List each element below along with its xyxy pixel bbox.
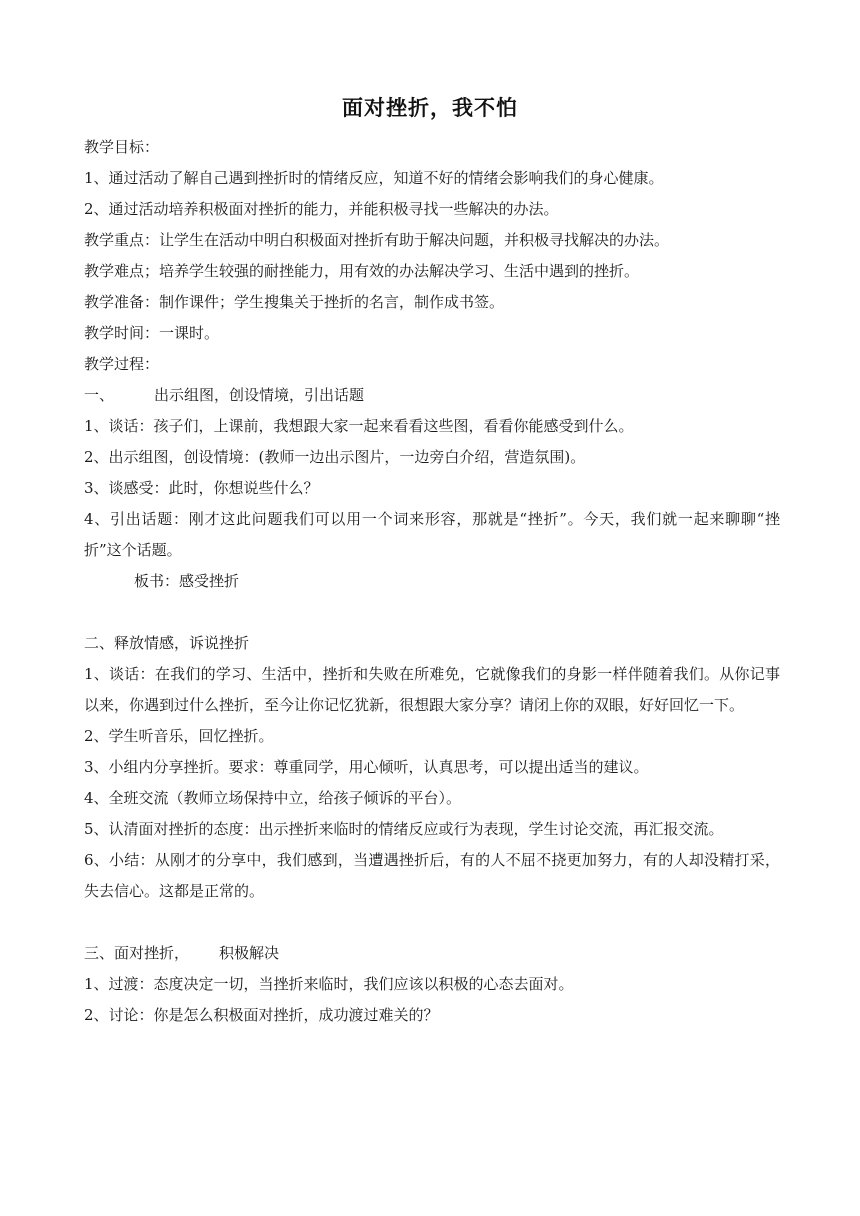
document-title: 面对挫折，我不怕 (342, 96, 518, 120)
spacer (84, 907, 780, 938)
section2-item: 5、认清面对挫折的态度：出示挫折来临时的情绪反应或行为表现，学生讨论交流，再汇报交流。 (84, 820, 724, 838)
process-heading: 教学过程： (84, 355, 160, 373)
section2-item: 2、学生听音乐，回忆挫折。 (84, 727, 274, 745)
section1-heading (84, 380, 780, 411)
section2-item: 1、谈话：在我们的学习、生活中，挫折和失败在所难免，它就像我们的身影一样伴随着我们。从你记事以来，你遇到过什么挫折，至今让你记忆犹新，很想跟大家分享？请闭上你的双眼，好好回忆一下。 (84, 665, 780, 714)
section3-title-b: 积极解决 (219, 944, 280, 962)
section1-title: 出示组图，创设情境，引出话题 (154, 386, 365, 404)
preparation: 教学准备：制作课件；学生搜集关于挫折的名言，制作成书签。 (84, 293, 505, 311)
objective-item: 1、通过活动了解自己遇到挫折时的情绪反应，知道不好的情绪会影响我们的身心健康。 (84, 169, 664, 187)
section1-item: 4、引出话题：刚才这此问题我们可以用一个词来形容，那就是“挫折”。今天，我们就一起来聊聊“挫折”这个话题。 (84, 510, 780, 559)
section2-item: 3、小组内分享挫折。要求：尊重同学，用心倾听，认真思考，可以提出适当的建议。 (84, 758, 649, 776)
section2-item: 4、全班交流（教师立场保持中立，给孩子倾诉的平台）。 (84, 789, 462, 807)
document-body (84, 132, 780, 1031)
section2-item: 6、小结：从刚才的分享中，我们感到，当遭遇挫折后，有的人不屈不挠更加努力，有的人却没精打采，失去信心。这都是正常的。 (84, 851, 780, 900)
spacer (84, 597, 780, 628)
difficulty: 教学难点；培养学生较强的耐挫能力，用有效的办法解决学习、生活中遇到的挫折。 (84, 262, 640, 280)
section1-item: 3、谈感受：此时，你想说些什么？ (84, 479, 319, 497)
objectives-heading: 教学目标： (84, 138, 160, 156)
section2-heading: 二、释放情感，诉说挫折 (84, 634, 250, 652)
section3-item: 2、讨论：你是怎么积极面对挫折，成功渡过难关的？ (84, 1006, 439, 1024)
objective-item: 2、通过活动培养积极面对挫折的能力，并能积极寻找一些解决的办法。 (84, 200, 559, 218)
section3-heading (84, 938, 780, 969)
teaching-time: 教学时间：一课时。 (84, 324, 220, 342)
key-point: 教学重点：让学生在活动中明白积极面对挫折有助于解决问题，并积极寻找解决的办法。 (84, 231, 670, 249)
section3-item: 1、过渡：态度决定一切，当挫折来临时，我们应该以积极的心态去面对。 (84, 975, 574, 993)
section3-title-a: 三、面对挫折， (84, 944, 190, 962)
section1-item: 1、谈话：孩子们，上课前，我想跟大家一起来看看这些图，看看你能感受到什么。 (84, 417, 634, 435)
section1-number: 一、 (84, 386, 115, 404)
section1-item: 2、出示组图，创设情境：(教师一边出示图片，一边旁白介绍，营造氛围)。 (84, 448, 586, 466)
board-note: 板书：感受挫折 (134, 572, 240, 590)
